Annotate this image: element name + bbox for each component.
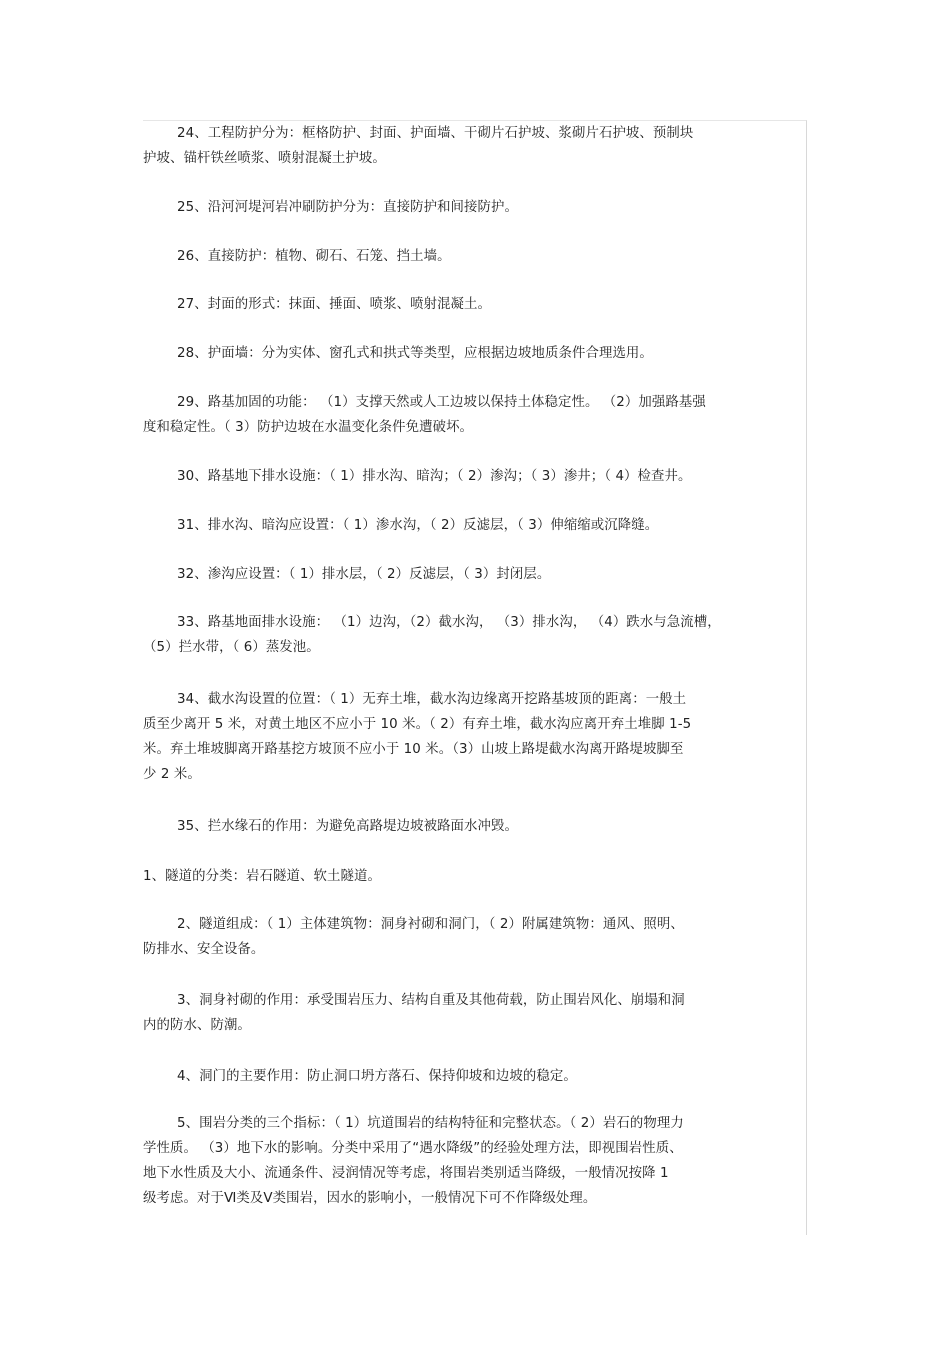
text-line: 地下水性质及大小、流通条件、浸润情况等考虑，将围岩类别适当降级，一般情况按降 1	[143, 1166, 669, 1181]
text-line: 31、排水沟、暗沟应设置：（ 1）渗水沟，（ 2）反滤层，（ 3）伸缩缩或沉降缝。	[177, 518, 659, 533]
paragraph-tunnel-3	[143, 988, 807, 1038]
paragraph-25	[143, 195, 807, 220]
text-line: 3、洞身衬砌的作用：承受围岩压力、结构自重及其他荷载，防止围岩风化、崩塌和洞	[177, 993, 685, 1008]
text-line: 5、围岩分类的三个指标：（ 1）坑道围岩的结构特征和完整状态。（ 2）岩石的物理力	[177, 1116, 684, 1131]
paragraph-tunnel-2	[143, 912, 807, 962]
text-line: 27、封面的形式：抹面、捶面、喷浆、喷射混凝土。	[177, 297, 492, 312]
paragraph-24	[143, 121, 807, 171]
paragraph-35	[143, 814, 807, 839]
paragraph-34	[143, 687, 807, 787]
text-line: 30、路基地下排水设施：（ 1）排水沟、暗沟；（ 2）渗沟；（ 3）渗井；（ 4）检查井。	[177, 469, 692, 484]
paragraph-30	[143, 464, 807, 489]
paragraph-31	[143, 513, 807, 538]
text-line: 护坡、锚杆铁丝喷浆、喷射混凝土护坡。	[143, 151, 386, 166]
paragraph-27	[143, 292, 807, 317]
paragraph-28	[143, 341, 807, 366]
text-line: （5）拦水带，（ 6）蒸发池。	[143, 640, 320, 655]
text-line: 28、护面墙：分为实体、窗孔式和拱式等类型，应根据边坡地质条件合理选用。	[177, 346, 653, 361]
text-line: 度和稳定性。（ 3）防护边坡在水温变化条件免遭破坏。	[143, 420, 474, 435]
text-line: 32、渗沟应设置：（ 1）排水层，（ 2）反滤层，（ 3）封闭层。	[177, 567, 551, 582]
text-line: 4、洞门的主要作用：防止洞口坍方落石、保持仰坡和边坡的稳定。	[177, 1069, 577, 1084]
text-line: 内的防水、防潮。	[143, 1018, 251, 1033]
paragraph-26	[143, 244, 807, 269]
text-line: 2、隧道组成：（ 1）主体建筑物：洞身衬砌和洞门，（ 2）附属建筑物：通风、照明、	[177, 917, 684, 932]
text-line: 少 2 米。	[143, 767, 201, 782]
text-line: 学性质。 （3）地下水的影响。分类中采用了“遇水降级”的经验处理方法，即视围岩性质、	[143, 1141, 683, 1156]
text-line: 1、隧道的分类：岩石隧道、软土隧道。	[143, 869, 381, 884]
text-line: 34、截水沟设置的位置：（ 1）无弃土堆，截水沟边缘离开挖路基坡顶的距离：一般土	[177, 692, 687, 707]
paragraph-32	[143, 562, 807, 587]
paragraph-tunnel-1	[143, 864, 807, 889]
paragraph-29	[143, 390, 807, 440]
paragraph-tunnel-5	[143, 1111, 807, 1211]
document-page	[143, 120, 807, 1235]
text-line: 米。弃土堆坡脚离开路基挖方坡顶不应小于 10 米。（3）山坡上路堤截水沟离开路堤坡脚至	[143, 742, 684, 757]
text-line: 35、拦水缘石的作用：为避免高路堤边坡被路面水冲毁。	[177, 819, 519, 834]
paragraph-33	[143, 610, 807, 660]
text-line: 29、路基加固的功能： （1）支撑天然或人工边坡以保持土体稳定性。 （2）加强路基强	[177, 395, 706, 410]
text-line: 质至少离开 5 米，对黄土地区不应小于 10 米。（ 2）有弃土堆，截水沟应离开弃土堆脚 1-5	[143, 717, 692, 732]
text-line: 25、沿河河堤河岩冲刷防护分为：直接防护和间接防护。	[177, 200, 519, 215]
text-line: 防排水、安全设备。	[143, 942, 265, 957]
text-line: 级考虑。对于Ⅵ类及Ⅴ类围岩，因水的影响小，一般情况下可不作降级处理。	[143, 1191, 597, 1206]
text-line: 24、工程防护分为：框格防护、封面、护面墙、干砌片石护坡、浆砌片石护坡、预制块	[177, 126, 694, 141]
text-line: 33、路基地面排水设施： （1）边沟，（2）截水沟， （3）排水沟， （4）跌水与急流槽，	[177, 615, 721, 630]
paragraph-tunnel-4	[143, 1064, 807, 1089]
text-line: 26、直接防护：植物、砌石、石笼、挡土墙。	[177, 249, 451, 264]
